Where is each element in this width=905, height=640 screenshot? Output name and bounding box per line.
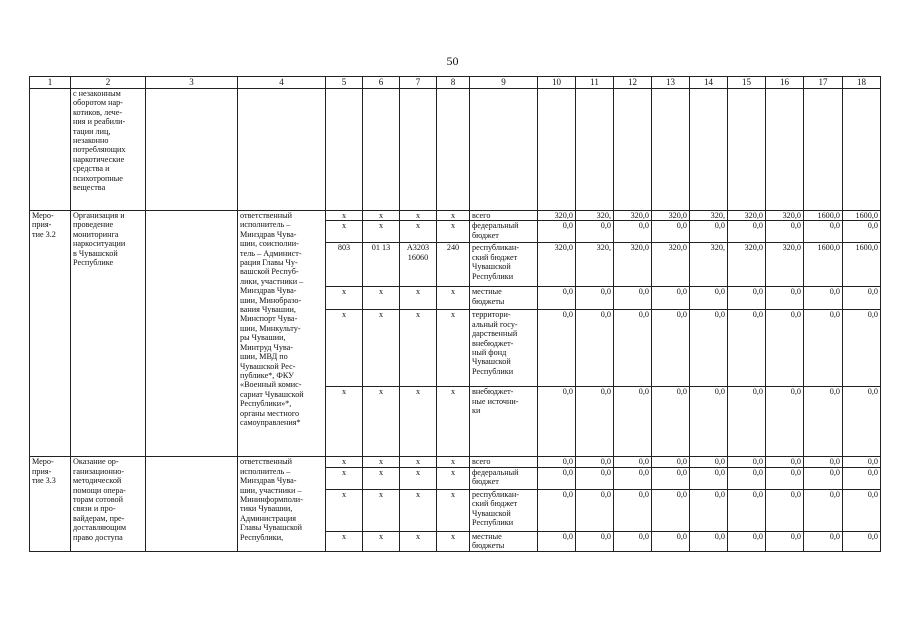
amount-value: 0,0 xyxy=(538,489,576,531)
empty-cell xyxy=(146,211,238,457)
amount-value: 0,0 xyxy=(690,467,728,489)
amount-value: 320,0 xyxy=(614,211,652,221)
amount-value: 320,0 xyxy=(652,211,690,221)
executor-cell: ответственный исполнитель – Минздрав Чува- шии, соисполни- тель – Админист- рация Главы Чу- вашской Респуб- лики, участники – Минздрав Чува- шии, Минобразо- вания Чувашии, Минспорт Чува- шии, Минкульту- ры Чувашии, Минтруд Чува- шии, МВД по Чувашской Рес- публике*, ФКУ «Военный комис- сариат Чувашской Республики»*, органы местного самоуправления* xyxy=(238,211,326,457)
executor-cell: ответственный исполнитель – Минздрав Чува- шии, участники – Мининформполи- тики Чувашии, Администрация Главы Чувашской Республики, xyxy=(238,457,326,551)
funding-source: республикан- ский бюджет Чувашской Республики xyxy=(470,489,538,531)
gr-code: x xyxy=(326,531,363,551)
amount-value: 0,0 xyxy=(614,489,652,531)
section-code: x xyxy=(363,310,400,387)
section-code: x xyxy=(363,387,400,457)
target-code: x xyxy=(400,310,437,387)
amount-value: 0,0 xyxy=(766,457,804,467)
section-code: 01 13 xyxy=(363,243,400,287)
amount-value: 0,0 xyxy=(728,531,766,551)
amount-value: 0,0 xyxy=(690,310,728,387)
section-code: x xyxy=(363,531,400,551)
amount-value: 1600,0 xyxy=(843,211,881,221)
amount-value: 0,0 xyxy=(804,387,843,457)
amount-value: 320, xyxy=(690,211,728,221)
column-header: 13 xyxy=(652,77,690,89)
amount-value: 0,0 xyxy=(652,387,690,457)
amount-value: 0,0 xyxy=(766,310,804,387)
section-code: x xyxy=(363,287,400,310)
column-header: 11 xyxy=(576,77,614,89)
expense-code: x xyxy=(437,211,470,221)
event-label: Меро- прия- тие 3.3 xyxy=(30,457,71,551)
expense-code: x xyxy=(437,457,470,467)
amount-value: 0,0 xyxy=(538,467,576,489)
column-header: 9 xyxy=(470,77,538,89)
amount-value: 0,0 xyxy=(690,489,728,531)
amount-value: 0,0 xyxy=(614,387,652,457)
amount-value: 1600,0 xyxy=(804,243,843,287)
section-code: x xyxy=(363,489,400,531)
target-code: x xyxy=(400,457,437,467)
gr-code: x xyxy=(326,457,363,467)
gr-code: x xyxy=(326,467,363,489)
amount-value: 0,0 xyxy=(843,457,881,467)
amount-value: 320,0 xyxy=(614,243,652,287)
amount-value: 0,0 xyxy=(652,310,690,387)
amount-value: 320,0 xyxy=(766,243,804,287)
funding-source: территори- альный госу- дарственный внебюджет- ный фонд Чувашской Республики xyxy=(470,310,538,387)
page-number: 50 xyxy=(446,54,459,68)
amount-value: 0,0 xyxy=(843,287,881,310)
amount-value: 0,0 xyxy=(843,221,881,243)
amount-value: 0,0 xyxy=(766,531,804,551)
expense-code: x xyxy=(437,310,470,387)
column-header: 8 xyxy=(437,77,470,89)
amount-value: 0,0 xyxy=(690,531,728,551)
gr-code: 803 xyxy=(326,243,363,287)
gr-code: x xyxy=(326,387,363,457)
amount-value: 0,0 xyxy=(728,467,766,489)
amount-value: 0,0 xyxy=(804,221,843,243)
amount-value: 0,0 xyxy=(843,531,881,551)
amount-value: 320, xyxy=(576,243,614,287)
column-header: 3 xyxy=(146,77,238,89)
amount-value: 0,0 xyxy=(843,310,881,387)
amount-value: 0,0 xyxy=(652,489,690,531)
amount-value: 320, xyxy=(690,243,728,287)
funding-source: федеральный бюджет xyxy=(470,221,538,243)
target-code: x xyxy=(400,387,437,457)
amount-value: 0,0 xyxy=(804,310,843,387)
funding-source: местные бюджеты xyxy=(470,287,538,310)
expense-code: x xyxy=(437,467,470,489)
expense-code: 240 xyxy=(437,243,470,287)
amount-value: 0,0 xyxy=(804,457,843,467)
column-header: 14 xyxy=(690,77,728,89)
target-code: x xyxy=(400,221,437,243)
section-code: x xyxy=(363,211,400,221)
event-label: Меро- прия- тие 3.2 xyxy=(30,211,71,457)
amount-value: 0,0 xyxy=(804,287,843,310)
amount-value: 320,0 xyxy=(728,211,766,221)
funding-source: всего xyxy=(470,211,538,221)
event-name: с незаконным оборотом нар- котиков, лече- ния и реабили- тации лиц, незаконно потребляющих наркотические средства и психотропные вещества xyxy=(71,89,146,211)
continuation-row xyxy=(30,89,881,211)
target-code: x xyxy=(400,211,437,221)
gr-code: x xyxy=(326,221,363,243)
column-header: 7 xyxy=(400,77,437,89)
amount-value: 0,0 xyxy=(766,489,804,531)
amount-value: 0,0 xyxy=(690,221,728,243)
gr-code: x xyxy=(326,287,363,310)
amount-value: 0,0 xyxy=(652,221,690,243)
target-code: А3203 16060 xyxy=(400,243,437,287)
column-header: 4 xyxy=(238,77,326,89)
table-row xyxy=(30,211,881,221)
amount-value: 0,0 xyxy=(538,387,576,457)
amount-value: 0,0 xyxy=(576,531,614,551)
amount-value: 0,0 xyxy=(766,387,804,457)
column-header: 10 xyxy=(538,77,576,89)
amount-value: 0,0 xyxy=(690,387,728,457)
section-code: x xyxy=(363,467,400,489)
amount-value: 0,0 xyxy=(766,221,804,243)
amount-value: 320,0 xyxy=(538,243,576,287)
amount-value: 0,0 xyxy=(728,310,766,387)
amount-value: 0,0 xyxy=(804,531,843,551)
target-code: x xyxy=(400,287,437,310)
target-code: x xyxy=(400,489,437,531)
amount-value: 320,0 xyxy=(538,211,576,221)
amount-value: 320,0 xyxy=(766,211,804,221)
amount-value: 0,0 xyxy=(538,310,576,387)
amount-value: 0,0 xyxy=(538,221,576,243)
amount-value: 0,0 xyxy=(652,531,690,551)
amount-value: 0,0 xyxy=(652,457,690,467)
amount-value: 0,0 xyxy=(804,467,843,489)
empty-cell xyxy=(146,457,238,551)
gr-code: x xyxy=(326,310,363,387)
expense-code: x xyxy=(437,287,470,310)
column-header: 16 xyxy=(766,77,804,89)
column-header: 15 xyxy=(728,77,766,89)
amount-value: 0,0 xyxy=(614,457,652,467)
amount-value: 0,0 xyxy=(843,387,881,457)
gr-code: x xyxy=(326,489,363,531)
column-header: 17 xyxy=(804,77,843,89)
amount-value: 320,0 xyxy=(728,243,766,287)
column-header: 5 xyxy=(326,77,363,89)
amount-value: 0,0 xyxy=(766,287,804,310)
amount-value: 0,0 xyxy=(728,287,766,310)
amount-value: 0,0 xyxy=(728,489,766,531)
amount-value: 1600,0 xyxy=(843,243,881,287)
column-header: 12 xyxy=(614,77,652,89)
amount-value: 0,0 xyxy=(614,310,652,387)
amount-value: 0,0 xyxy=(614,287,652,310)
amount-value: 0,0 xyxy=(728,457,766,467)
amount-value: 1600,0 xyxy=(804,211,843,221)
amount-value: 320, xyxy=(576,211,614,221)
amount-value: 0,0 xyxy=(538,457,576,467)
amount-value: 0,0 xyxy=(652,467,690,489)
funding-source: федеральный бюджет xyxy=(470,467,538,489)
amount-value: 320,0 xyxy=(652,243,690,287)
expense-code: x xyxy=(437,489,470,531)
amount-value: 0,0 xyxy=(614,467,652,489)
amount-value: 0,0 xyxy=(804,489,843,531)
column-header: 2 xyxy=(71,77,146,89)
budget-table xyxy=(29,76,881,552)
funding-source: всего xyxy=(470,457,538,467)
amount-value: 0,0 xyxy=(576,221,614,243)
column-header: 18 xyxy=(843,77,881,89)
event-name: Организация и проведение мониторинга наркоситуации в Чувашской Республике xyxy=(71,211,146,457)
amount-value: 0,0 xyxy=(538,287,576,310)
amount-value: 0,0 xyxy=(843,489,881,531)
expense-code: x xyxy=(437,387,470,457)
table-row xyxy=(30,457,881,467)
amount-value: 0,0 xyxy=(576,310,614,387)
amount-value: 0,0 xyxy=(690,287,728,310)
funding-source: внебюджет- ные источни- ки xyxy=(470,387,538,457)
gr-code: x xyxy=(326,211,363,221)
amount-value: 0,0 xyxy=(690,457,728,467)
header-row xyxy=(30,77,881,89)
amount-value: 0,0 xyxy=(576,387,614,457)
amount-value: 0,0 xyxy=(843,467,881,489)
column-header: 1 xyxy=(30,77,71,89)
target-code: x xyxy=(400,467,437,489)
funding-source: местные бюджеты xyxy=(470,531,538,551)
amount-value: 0,0 xyxy=(538,531,576,551)
expense-code: x xyxy=(437,531,470,551)
cell-label xyxy=(30,89,71,211)
amount-value: 0,0 xyxy=(576,489,614,531)
expense-code: x xyxy=(437,221,470,243)
column-header: 6 xyxy=(363,77,400,89)
section-code: x xyxy=(363,221,400,243)
amount-value: 0,0 xyxy=(614,221,652,243)
target-code: x xyxy=(400,531,437,551)
amount-value: 0,0 xyxy=(766,467,804,489)
amount-value: 0,0 xyxy=(576,457,614,467)
event-name: Оказание ор- ганизационно- методической помощи опера- торам сотовой связи и про- вайдерам, пре- доставляющим право доступа xyxy=(71,457,146,551)
amount-value: 0,0 xyxy=(576,287,614,310)
funding-source: республикан- ский бюджет Чувашской Республики xyxy=(470,243,538,287)
section-code: x xyxy=(363,457,400,467)
amount-value: 0,0 xyxy=(728,221,766,243)
amount-value: 0,0 xyxy=(652,287,690,310)
amount-value: 0,0 xyxy=(614,531,652,551)
amount-value: 0,0 xyxy=(576,467,614,489)
amount-value: 0,0 xyxy=(728,387,766,457)
